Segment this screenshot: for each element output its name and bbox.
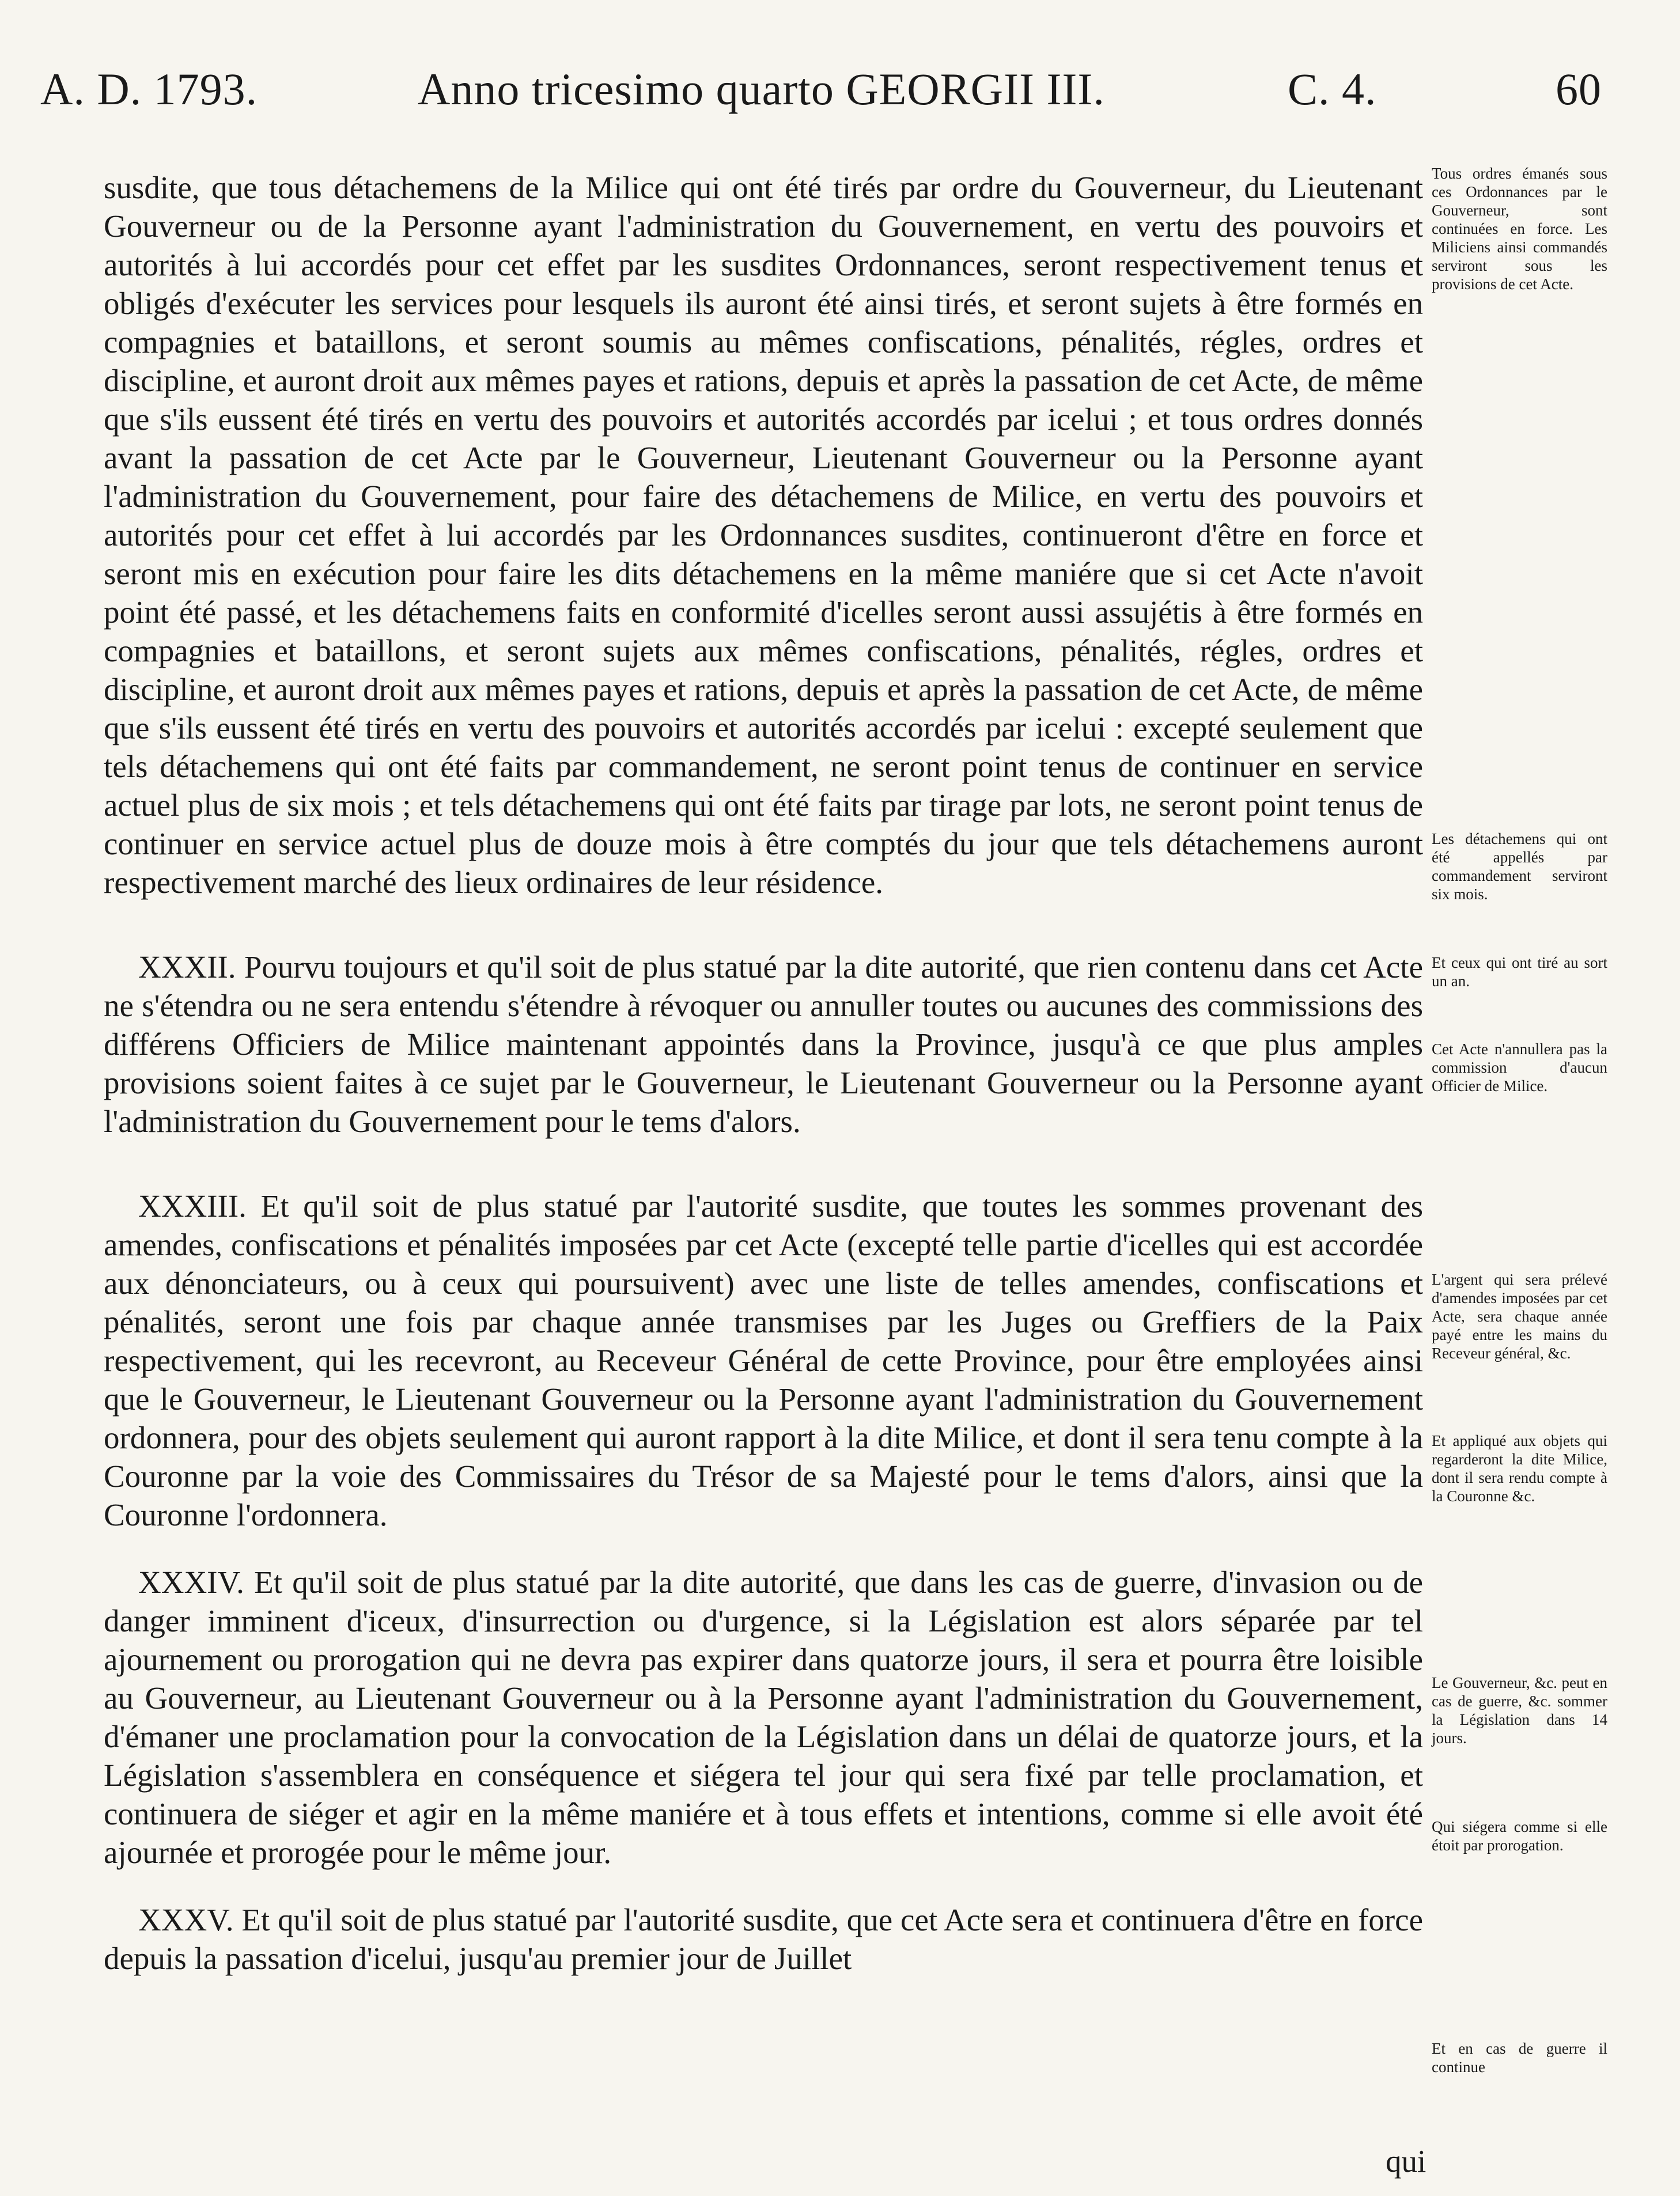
running-header xyxy=(40,63,1602,132)
section-33-text: XXXIII. Et qu'il soit de plus statué par l'autorité susdite, que toutes les sommes provenant des amendes, confiscations et pénalités imposées par cet Acte (excepté telle partie d'icelles qui est accordée aux dénonciateurs, ou à ceux qui poursuivent) avec une liste de telles amendes, confiscations et pénalités, seront une fois par chaque année transmises par les Juges ou Greffiers de la Paix respectivement, qui les recevront, au Receveur Général de cette Province, pour être employées ainsi que le Gouverneur, le Lieutenant Gouverneur ou la Personne ayant l'administration du Gouvernement ordonnera, pour des objets seulement qui auront rapport à la dite Milice, et dont il sera tenu compte à la Couronne par la voie des Commissaires du Trésor de sa Majesté pour le tems d'alors, ainsi que la Couronne l'ordonnera. xyxy=(104,1188,1423,1532)
side-note: Et ceux qui ont tiré au sort un an. xyxy=(1432,954,1607,990)
side-note: Et appliqué aux objets qui regarderont la dite Milice, dont il sera rendu compte à la Couronne &c. xyxy=(1432,1432,1607,1505)
paragraph-section-32 xyxy=(104,948,1423,1141)
section-35-text: XXXV. Et qu'il soit de plus statué par l'autorité susdite, que cet Acte sera et continuera d'être en force depuis la passation d'icelui, jusqu'au premier jour de Juillet xyxy=(104,1902,1423,1976)
header-chapter: C. 4. xyxy=(1288,64,1377,114)
side-note: Tous ordres émanés sous ces Ordonnances par le Gouverneur, sont continuées en force. Les Miliciens ainsi commandés serviront sous les provisions de cet Acte. xyxy=(1432,165,1607,293)
side-note: Le Gouverneur, &c. peut en cas de guerre, &c. sommer la Législation dans 14 jours. xyxy=(1432,1674,1607,1747)
paragraph-section-34 xyxy=(104,1563,1423,1872)
header-year: A. D. 1793. xyxy=(40,64,258,114)
page-number: 60 xyxy=(1556,64,1602,114)
side-note: Cet Acte n'annullera pas la commission d'aucun Officier de Milice. xyxy=(1432,1040,1607,1095)
side-note: L'argent qui sera prélevé d'amendes imposées par cet Acte, sera chaque année payé entre les mains du Receveur général, &c. xyxy=(1432,1271,1607,1362)
side-note: Qui siégera comme si elle étoit par prorogation. xyxy=(1432,1818,1607,1854)
paragraph-continuation: susdite, que tous détachemens de la Milice qui ont été tirés par ordre du Gouverneur, du Lieutenant Gouverneur ou de la Personne ayant l'administration du Gouvernement, en vertu des pouvoirs et autorités à lui accordés pour cet effet par les susdites Ordonnances, seront respectivement tenus et obligés d'exécuter les services pour lesquels ils auront été ainsi tirés, et seront sujets à être formés en compagnies et bataillons, et seront soumis au mêmes confiscations, pénalités, régles, ordres et discipline, et auront droit aux mêmes payes et rations, depuis et après la passation de cet Acte, de même que s'ils eussent été tirés en vertu des pouvoirs et autorités accordés par icelui ; et tous ordres donnés avant la passation de cet Acte par le Gouverneur, Lieutenant Gouverneur ou la Personne ayant l'administration du Gouvernement, pour faire des détachemens de Milice, en vertu des pouvoirs et autorités pour cet effet à lui accordés par les Ordonnances susdites, continueront d'être en force et seront mis en exécution pour faire les dits détachemens en la même maniére que si cet Acte n'avoit point été passé, et les détachemens faits en conformité d'icelles seront aussi assujétis à être formés en compagnies et bataillons, et seront sujets aux mêmes confiscations, pénalités, régles, ordres et discipline, et auront droit aux mêmes payes et rations, depuis et après la passation de cet Acte, de même que s'ils eussent été tirés en vertu des pouvoirs et autorités accordés par icelui : excepté seulement que tels détachemens qui ont été faits par commandement, ne seront point tenus de continuer en service actuel plus de six mois ; et tels détachemens qui ont été faits par tirage par lots, ne seront point tenus de continuer en service actuel plus de douze mois à être comptés du jour que tels détachemens auront respectivement marché des lieux ordinaires de leur résidence. xyxy=(104,170,1423,900)
catchword: qui xyxy=(1386,2144,1427,2179)
header-title: Anno tricesimo quarto GEORGII III. xyxy=(418,64,1105,114)
section-34-text: XXXIV. Et qu'il soit de plus statué par la dite autorité, que dans les cas de guerre, d'invasion ou de danger imminent d'iceux, d'insurrection ou d'urgence, si la Législation est alors séparée par tel ajournement ou prorogation qui ne devra pas expirer dans quatorze jours, il sera et pourra être loisible au Gouverneur, au Lieutenant Gouverneur ou à la Personne ayant l'administration du Gouvernement, d'émaner une proclamation pour la convocation de la Législation dans un délai de quatorze jours, et la Législation s'assemblera en conséquence et siégera tel jour qui sera fixé par telle proclamation, et continuera de siéger et agir en la même maniére et à tous effets et intentions, comme si elle avoit été ajournée et prorogée pour le même jour. xyxy=(104,1565,1423,1870)
paragraph-section-35 xyxy=(104,1900,1423,1978)
section-32-text: XXXII. Pourvu toujours et qu'il soit de plus statué par la dite autorité, que rien contenu dans cet Acte ne s'étendra ou ne sera entendu s'étendre à révoquer ou annuller toutes ou aucunes des commissions des différens Officiers de Milice maintenant appointés dans la Province, jusqu'à ce que plus amples provisions soient faites à ce sujet par le Gouverneur, le Lieutenant Gouverneur ou la Personne ayant l'administration du Gouvernement pour le tems d'alors. xyxy=(104,949,1423,1139)
side-note: Les détachemens qui ont été appellés par commandement serviront six mois. xyxy=(1432,830,1607,903)
paragraph-section-33 xyxy=(104,1187,1423,1534)
side-note: Et en cas de guerre il continue xyxy=(1432,2040,1607,2076)
main-text-column xyxy=(104,168,1423,1978)
